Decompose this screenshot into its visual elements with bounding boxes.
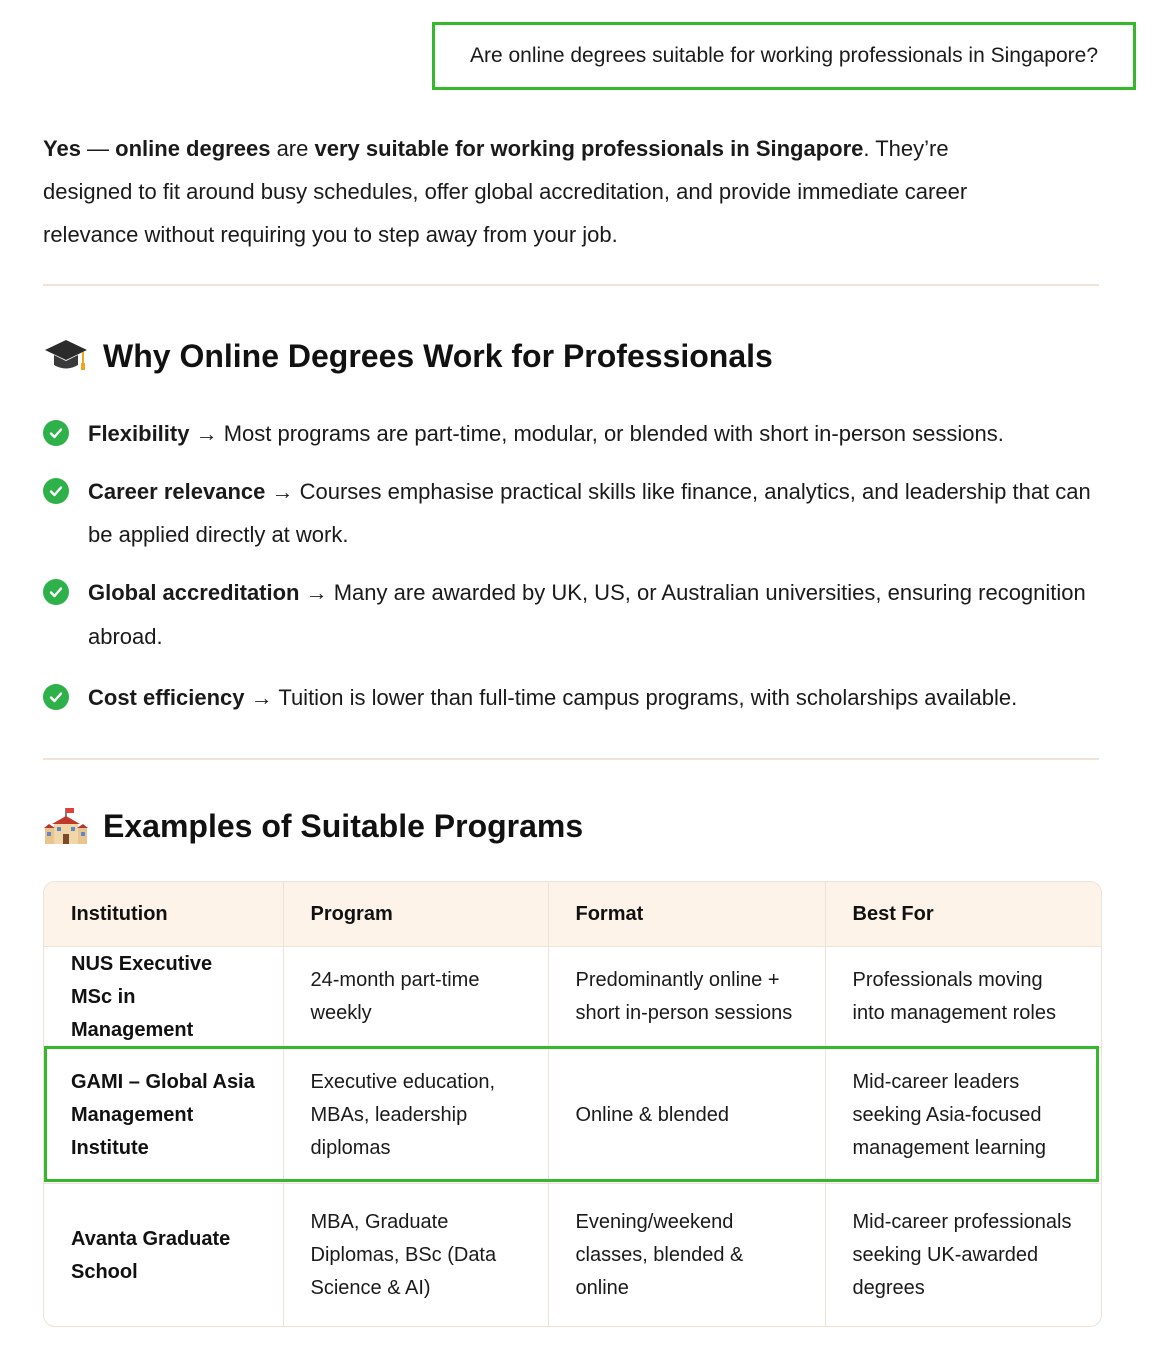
bullet-text: → Most programs are part-time, modular, or blended with short in-person sessions. xyxy=(189,421,1004,446)
benefits-list xyxy=(43,412,1103,719)
graduation-cap-icon xyxy=(43,336,89,376)
best-for-cell: Professionals moving into management roles xyxy=(825,947,1101,1048)
check-icon xyxy=(43,478,69,504)
section-title: Examples of Suitable Programs xyxy=(103,807,584,844)
check-icon xyxy=(43,579,69,605)
intro-online-degrees: online degrees xyxy=(115,136,271,161)
bullet-label: Global accreditation xyxy=(88,580,300,605)
list-item xyxy=(43,571,1103,659)
institution-cell: GAMI – Global Asia Management Institute xyxy=(44,1048,283,1184)
format-cell: Online & blended xyxy=(548,1048,825,1184)
bullet-text: → Many are awarded by UK, US, or Australian universities, ensuring recognition abroad. xyxy=(88,580,1086,649)
program-cell: MBA, Graduate Diplomas, BSc (Data Science & AI) xyxy=(283,1184,548,1328)
column-header: Program xyxy=(283,882,548,947)
divider xyxy=(43,284,1099,286)
institution-cell: Avanta Graduate School xyxy=(44,1184,283,1328)
programs-table xyxy=(43,881,1102,1327)
user-query-text: Are online degrees suitable for working professionals in Singapore? xyxy=(469,44,1099,67)
list-item xyxy=(43,412,1103,455)
check-icon xyxy=(43,684,69,710)
bullet-text: → Courses emphasise practical skills like finance, analytics, and leadership that can be applied directly at work. xyxy=(88,479,1091,547)
section-heading-why xyxy=(43,336,773,376)
list-item xyxy=(43,470,1103,556)
column-header: Best For xyxy=(825,882,1101,947)
format-cell: Predominantly online + short in-person sessions xyxy=(548,947,825,1048)
table-row xyxy=(44,1048,1101,1184)
format-cell: Evening/weekend classes, blended & online xyxy=(548,1184,825,1328)
bullet-label: Cost efficiency xyxy=(88,685,245,710)
column-header: Institution xyxy=(44,882,283,947)
section-title: Why Online Degrees Work for Professionals xyxy=(103,337,773,374)
institution-cell: NUS Executive MSc in Management xyxy=(44,947,283,1048)
intro-are: are xyxy=(270,136,315,161)
column-header: Format xyxy=(548,882,825,947)
bullet-text: → Tuition is lower than full-time campus programs, with scholarships available. xyxy=(244,685,1018,710)
user-query-bubble xyxy=(432,22,1136,90)
intro-rest: . They’re designed to fit around busy schedules, offer global accreditation, and provide immediate career relevance without requiring you to step away from your job. xyxy=(43,136,968,247)
best-for-cell: Mid-career professionals seeking UK-awarded degrees xyxy=(852,1211,1072,1299)
section-heading-examples xyxy=(43,806,583,846)
divider xyxy=(43,758,1099,760)
intro-dash: — xyxy=(80,136,116,161)
intro-very-suitable: very suitable for working professionals in Singapore xyxy=(314,136,864,161)
table-row xyxy=(44,947,1101,1048)
answer-intro xyxy=(43,127,1043,256)
best-for-cell: Mid-career leaders seeking Asia-focused management learning xyxy=(825,1048,1101,1184)
bullet-label: Flexibility xyxy=(88,421,190,446)
table-row xyxy=(44,1184,1101,1328)
check-icon xyxy=(43,420,69,446)
list-item xyxy=(43,676,1103,719)
program-cell: Executive education, MBAs, leadership diplomas xyxy=(283,1048,548,1184)
bullet-label: Career relevance xyxy=(88,479,266,504)
program-cell: 24-month part-time weekly xyxy=(283,947,548,1048)
school-icon xyxy=(43,806,89,846)
table-header-row xyxy=(44,882,1101,947)
intro-yes: Yes xyxy=(43,136,81,161)
